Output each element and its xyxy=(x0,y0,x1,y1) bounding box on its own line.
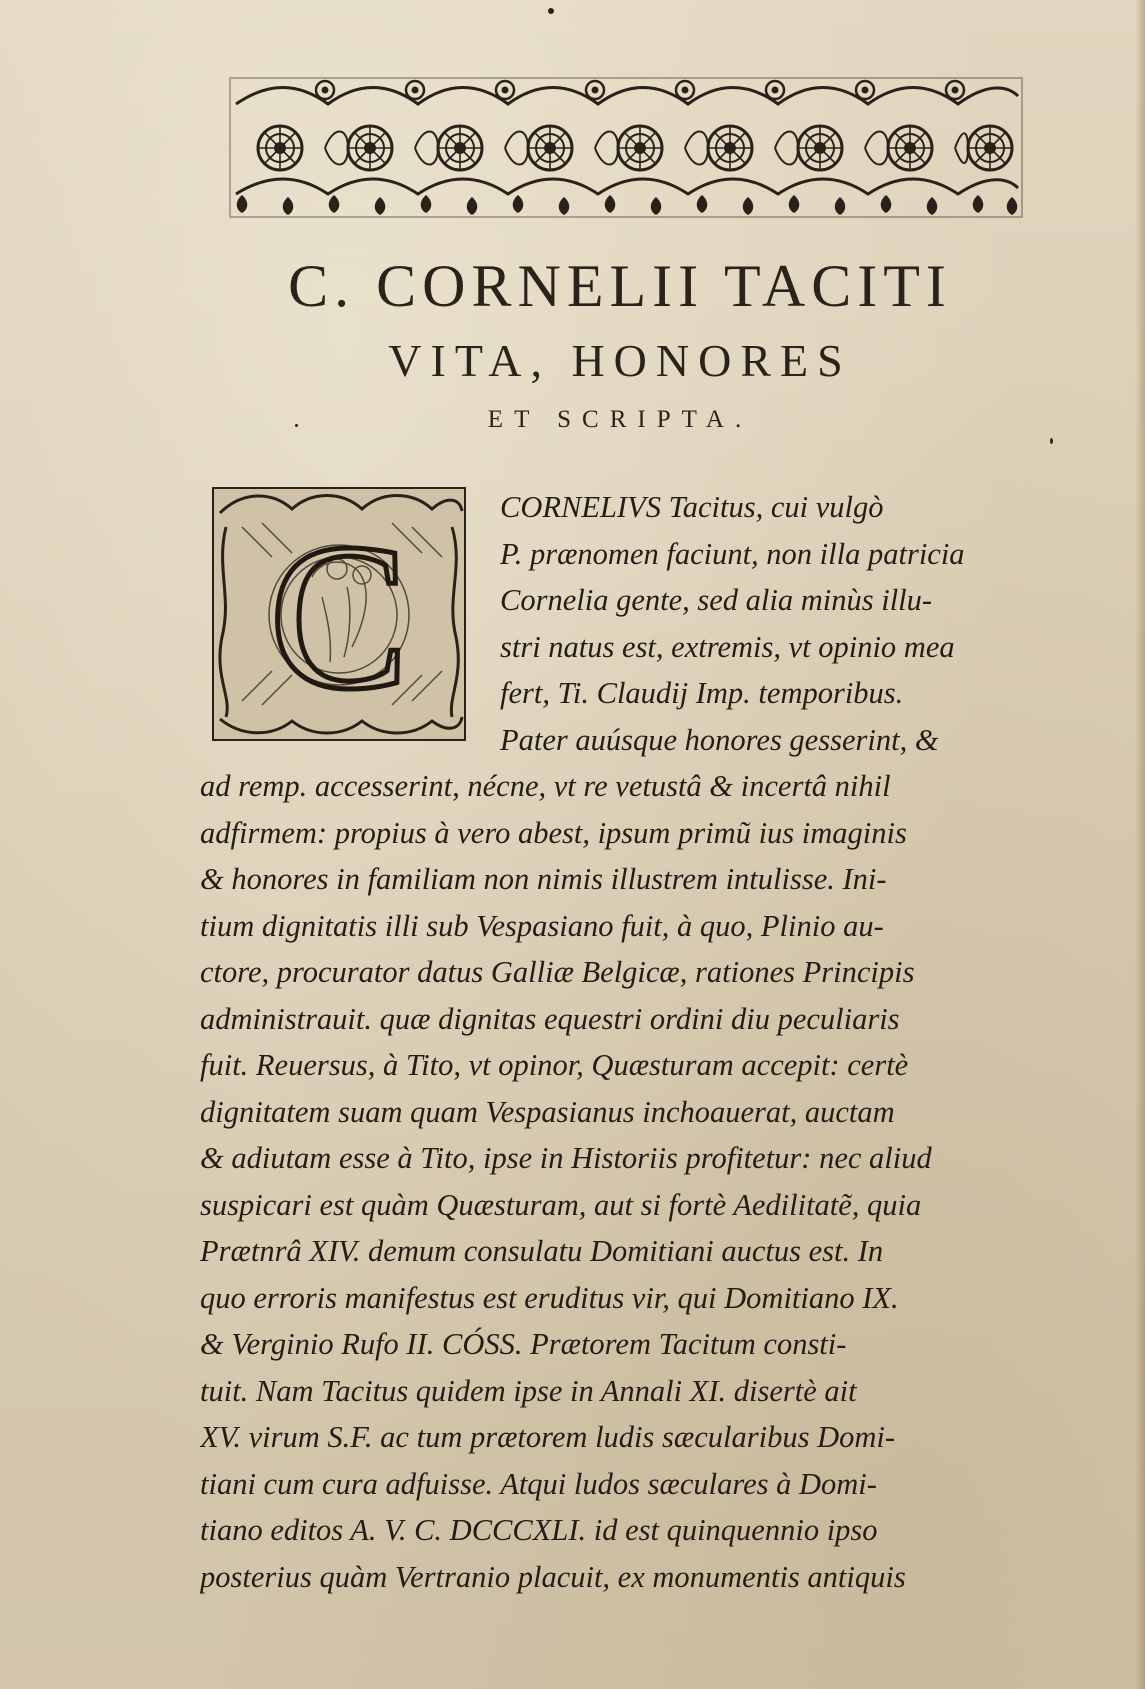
text-line: fuit. Reuersus, à Tito, vt opinor, Quæsturam accepit: certè xyxy=(200,1048,909,1082)
text-line: ctore, procurator datus Galliæ Belgicæ, rationes Principis xyxy=(200,955,915,989)
text-line: & honores in familiam non nimis illustrem intulisse. Ini- xyxy=(200,862,887,896)
initial-letter: C xyxy=(268,501,410,733)
page-edge-shadow xyxy=(1135,0,1145,1689)
text-line: fert, Ti. Claudij Imp. temporibus. xyxy=(500,676,904,710)
title-line-1: C. CORNELII TACITI xyxy=(288,253,952,319)
text-line: P. prænomen faciunt, non illa patricia xyxy=(500,536,965,571)
body-text xyxy=(200,484,1040,1604)
text-line: ad remp. accesserint, nécne, vt re vetustâ & incertâ nihil xyxy=(200,769,891,803)
text-line: Pater auúsque honores gesserint, & xyxy=(500,722,939,757)
text-line: tiano editos A. V. C. DCCCXLI. id est quinquennio ipso xyxy=(200,1513,878,1547)
text-line: Prætnrâ XIV. demum consulatu Domitiani auctus est. In xyxy=(200,1234,884,1268)
text-line: & Verginio Rufo II. CÓSS. Prætorem Tacitum consti- xyxy=(200,1327,847,1361)
text-line: Cornelia gente, sed alia minùs illu- xyxy=(500,583,933,617)
text-line: & adiutam esse à Tito, ipse in Historiis profitetur: nec aliud xyxy=(200,1141,932,1175)
title-line-2: VITA, HONORES xyxy=(388,335,852,386)
text-line: stri natus est, extremis, vt opinio mea xyxy=(500,629,955,664)
title-line-3: ET SCRIPTA. xyxy=(487,406,753,433)
text-line: administrauit. quæ dignitas equestri ordini diu peculiaris xyxy=(200,1001,900,1036)
text-line: quo erroris manifestus est eruditus vir, qui Domitiano IX. xyxy=(200,1280,899,1315)
text-line: dignitatem suam quam Vespasianus inchoauerat, auctam xyxy=(200,1094,895,1129)
text-line: adfirmem: propius à vero abest, ipsum primũ ius imaginis xyxy=(200,815,907,850)
ornamental-headpiece xyxy=(228,76,1024,219)
ink-speck xyxy=(548,8,554,14)
text-line: tiani cum cura adfuisse. Atqui ludos sæculares à Domi- xyxy=(200,1466,877,1501)
text-line: XV. virum S.F. ac tum prætorem ludis sæcularibus Domi- xyxy=(200,1420,896,1454)
text-line: tuit. Nam Tacitus quidem ipse in Annali XI. disertè ait xyxy=(200,1373,857,1408)
text-line: CORNELIVS Tacitus, cui vulgò xyxy=(500,490,884,524)
text-line: tium dignitatis illi sub Vespasiano fuit, à quo, Plinio au- xyxy=(200,908,884,943)
text-line: suspicari est quàm Quæsturam, aut si fortè Aedilitatẽ, quia xyxy=(200,1187,922,1222)
ink-speck xyxy=(1050,438,1053,444)
text-line: posterius quàm Vertranio placuit, ex monumentis antiquis xyxy=(200,1559,906,1594)
